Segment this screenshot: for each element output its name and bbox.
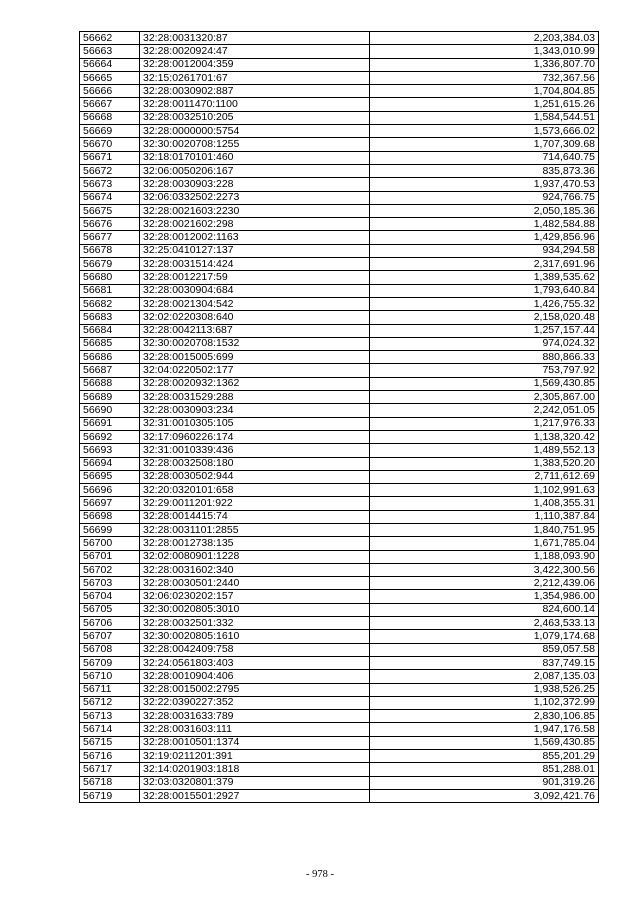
value-cell: 2,463,533.13 (370, 617, 599, 630)
row-number-cell: 56709 (80, 656, 140, 669)
value-cell: 1,704,804.85 (370, 85, 599, 98)
row-number-cell: 56713 (80, 710, 140, 723)
row-number-cell: 56684 (80, 324, 140, 337)
cadastral-number-cell: 32:29:0011201:922 (140, 497, 370, 510)
cadastral-number-cell: 32:28:0031603:111 (140, 723, 370, 736)
value-cell: 934,294.58 (370, 244, 599, 257)
value-cell: 1,251,615.26 (370, 98, 599, 111)
table-row (80, 324, 599, 337)
table-row (80, 58, 599, 71)
cadastral-number-cell: 32:30:0020708:1255 (140, 138, 370, 151)
row-number-cell: 56699 (80, 523, 140, 536)
value-cell: 1,217,976.33 (370, 417, 599, 430)
row-number-cell: 56674 (80, 191, 140, 204)
value-cell: 1,110,387.84 (370, 510, 599, 523)
row-number-cell: 56669 (80, 125, 140, 138)
value-cell: 1,671,785.04 (370, 537, 599, 550)
cadastral-number-cell: 32:18:0170101:460 (140, 151, 370, 164)
row-number-cell: 56704 (80, 590, 140, 603)
cadastral-number-cell: 32:24:0561803:403 (140, 656, 370, 669)
cadastral-number-cell: 32:28:0012002:1163 (140, 231, 370, 244)
row-number-cell: 56683 (80, 311, 140, 324)
row-number-cell: 56677 (80, 231, 140, 244)
table-row (80, 337, 599, 350)
table-row (80, 111, 599, 124)
value-cell: 1,389,535.62 (370, 271, 599, 284)
table-row (80, 550, 599, 563)
cadastral-number-cell: 32:28:0010501:1374 (140, 736, 370, 749)
value-cell: 1,569,430.85 (370, 377, 599, 390)
table-row (80, 417, 599, 430)
value-cell: 1,102,991.63 (370, 484, 599, 497)
table-row (80, 683, 599, 696)
table-row (80, 284, 599, 297)
row-number-cell: 56688 (80, 377, 140, 390)
cadastral-number-cell: 32:30:0020805:3010 (140, 603, 370, 616)
table-row (80, 85, 599, 98)
table-row (80, 204, 599, 217)
row-number-cell: 56695 (80, 470, 140, 483)
row-number-cell: 56690 (80, 404, 140, 417)
row-number-cell: 56680 (80, 271, 140, 284)
table-row (80, 523, 599, 536)
cadastral-number-cell: 32:30:0020805:1610 (140, 630, 370, 643)
value-cell: 2,203,384.03 (370, 32, 599, 45)
table-row (80, 244, 599, 257)
cadastral-number-cell: 32:28:0031101:2855 (140, 523, 370, 536)
value-cell: 2,158,020.48 (370, 311, 599, 324)
table-row (80, 577, 599, 590)
value-cell: 880,866.33 (370, 351, 599, 364)
cadastral-number-cell: 32:28:0000000:5754 (140, 125, 370, 138)
cadastral-number-cell: 32:31:0010339:436 (140, 444, 370, 457)
table-row (80, 776, 599, 789)
row-number-cell: 56711 (80, 683, 140, 696)
cadastral-number-cell: 32:28:0012738:135 (140, 537, 370, 550)
row-number-cell: 56668 (80, 111, 140, 124)
row-number-cell: 56676 (80, 218, 140, 231)
table-row (80, 670, 599, 683)
cadastral-number-cell: 32:28:0021602:298 (140, 218, 370, 231)
value-cell: 1,426,755.32 (370, 297, 599, 310)
table-row (80, 71, 599, 84)
value-cell: 1,383,520.20 (370, 457, 599, 470)
cadastral-number-cell: 32:28:0015501:2927 (140, 789, 370, 802)
value-cell: 1,408,355.31 (370, 497, 599, 510)
table-row (80, 271, 599, 284)
table-row (80, 736, 599, 749)
value-cell: 2,305,867.00 (370, 391, 599, 404)
row-number-cell: 56702 (80, 563, 140, 576)
cadastral-number-cell: 32:28:0011470:1100 (140, 98, 370, 111)
value-cell: 1,429,856.96 (370, 231, 599, 244)
cadastral-number-cell: 32:03:0320801:379 (140, 776, 370, 789)
table-row (80, 430, 599, 443)
page-number: - 978 - (306, 869, 334, 880)
cadastral-number-cell: 32:28:0030904:684 (140, 284, 370, 297)
table-row (80, 364, 599, 377)
row-number-cell: 56696 (80, 484, 140, 497)
value-cell: 1,343,010.99 (370, 45, 599, 58)
value-cell: 1,482,584.88 (370, 218, 599, 231)
value-cell: 837,749.15 (370, 656, 599, 669)
cadastral-number-cell: 32:28:0030903:228 (140, 178, 370, 191)
table-row (80, 563, 599, 576)
row-number-cell: 56693 (80, 444, 140, 457)
table-row (80, 723, 599, 736)
table-row (80, 763, 599, 776)
cadastral-number-cell: 32:20:0320101:658 (140, 484, 370, 497)
value-cell: 3,092,421.76 (370, 789, 599, 802)
value-cell: 1,336,807.70 (370, 58, 599, 71)
row-number-cell: 56671 (80, 151, 140, 164)
cadastral-number-cell: 32:28:0032508:180 (140, 457, 370, 470)
table-row (80, 125, 599, 138)
cadastral-number-cell: 32:28:0030501:2440 (140, 577, 370, 590)
value-cell: 1,938,526.25 (370, 683, 599, 696)
row-number-cell: 56673 (80, 178, 140, 191)
row-number-cell: 56672 (80, 164, 140, 177)
value-cell: 835,873.36 (370, 164, 599, 177)
row-number-cell: 56698 (80, 510, 140, 523)
table-row (80, 603, 599, 616)
cadastral-number-cell: 32:17:0960226:174 (140, 430, 370, 443)
value-cell: 2,317,691.96 (370, 258, 599, 271)
cadastral-number-cell: 32:28:0031529:288 (140, 391, 370, 404)
table-row (80, 484, 599, 497)
table-row (80, 470, 599, 483)
row-number-cell: 56710 (80, 670, 140, 683)
row-number-cell: 56716 (80, 750, 140, 763)
table-row (80, 45, 599, 58)
row-number-cell: 56682 (80, 297, 140, 310)
value-cell: 1,840,751.95 (370, 523, 599, 536)
cadastral-number-cell: 32:28:0042113:687 (140, 324, 370, 337)
row-number-cell: 56697 (80, 497, 140, 510)
row-number-cell: 56662 (80, 32, 140, 45)
cadastral-number-cell: 32:28:0010904:406 (140, 670, 370, 683)
table-row (80, 617, 599, 630)
cadastral-number-cell: 32:31:0010305:105 (140, 417, 370, 430)
value-cell: 1,102,372.99 (370, 696, 599, 709)
value-cell: 732,367.56 (370, 71, 599, 84)
table-row (80, 138, 599, 151)
table-row (80, 696, 599, 709)
table-row (80, 231, 599, 244)
value-cell: 1,707,309.68 (370, 138, 599, 151)
value-cell: 851,288.01 (370, 763, 599, 776)
row-number-cell: 56664 (80, 58, 140, 71)
table-row (80, 750, 599, 763)
row-number-cell: 56718 (80, 776, 140, 789)
row-number-cell: 56692 (80, 430, 140, 443)
table-row (80, 164, 599, 177)
row-number-cell: 56706 (80, 617, 140, 630)
row-number-cell: 56665 (80, 71, 140, 84)
cadastral-number-cell: 32:25:0410127:137 (140, 244, 370, 257)
cadastral-number-cell: 32:14:0201903:1818 (140, 763, 370, 776)
cadastral-number-cell: 32:19:0211201:391 (140, 750, 370, 763)
table-row (80, 444, 599, 457)
row-number-cell: 56687 (80, 364, 140, 377)
table-row (80, 590, 599, 603)
value-cell: 1,257,157.44 (370, 324, 599, 337)
value-cell: 924,766.75 (370, 191, 599, 204)
table-body (80, 32, 599, 803)
value-cell: 1,947,176.58 (370, 723, 599, 736)
value-cell: 753,797.92 (370, 364, 599, 377)
row-number-cell: 56705 (80, 603, 140, 616)
table-row (80, 710, 599, 723)
row-number-cell: 56689 (80, 391, 140, 404)
value-cell: 2,711,612.69 (370, 470, 599, 483)
table-row (80, 258, 599, 271)
cadastral-number-cell: 32:22:0390227:352 (140, 696, 370, 709)
row-number-cell: 56714 (80, 723, 140, 736)
value-cell: 1,584,544.51 (370, 111, 599, 124)
row-number-cell: 56700 (80, 537, 140, 550)
row-number-cell: 56707 (80, 630, 140, 643)
row-number-cell: 56715 (80, 736, 140, 749)
row-number-cell: 56717 (80, 763, 140, 776)
row-number-cell: 56685 (80, 337, 140, 350)
cadastral-number-cell: 32:06:0332502:2273 (140, 191, 370, 204)
row-number-cell: 56670 (80, 138, 140, 151)
row-number-cell: 56679 (80, 258, 140, 271)
table-row (80, 630, 599, 643)
table-row (80, 510, 599, 523)
cadastral-number-cell: 32:28:0042409:758 (140, 643, 370, 656)
cadastral-number-cell: 32:02:0080901:1228 (140, 550, 370, 563)
table-row (80, 297, 599, 310)
row-number-cell: 56701 (80, 550, 140, 563)
row-number-cell: 56686 (80, 351, 140, 364)
table-row (80, 151, 599, 164)
value-cell: 1,188,093.90 (370, 550, 599, 563)
cadastral-number-cell: 32:28:0030903:234 (140, 404, 370, 417)
value-cell: 1,354,986.00 (370, 590, 599, 603)
table-row (80, 656, 599, 669)
table-row (80, 351, 599, 364)
value-cell: 1,573,666.02 (370, 125, 599, 138)
value-cell: 1,079,174.68 (370, 630, 599, 643)
cadastral-number-cell: 32:28:0020932:1362 (140, 377, 370, 390)
value-cell: 1,937,470.53 (370, 178, 599, 191)
table-row (80, 218, 599, 231)
table-row (80, 789, 599, 802)
value-cell: 2,050,185.36 (370, 204, 599, 217)
value-cell: 1,793,640.84 (370, 284, 599, 297)
table-row (80, 643, 599, 656)
table-row (80, 404, 599, 417)
cadastral-number-cell: 32:28:0020924:47 (140, 45, 370, 58)
cadastral-number-cell: 32:15:0261701:67 (140, 71, 370, 84)
cadastral-number-cell: 32:04:0220502:177 (140, 364, 370, 377)
row-number-cell: 56675 (80, 204, 140, 217)
value-cell: 2,087,135.03 (370, 670, 599, 683)
table-row (80, 98, 599, 111)
cadastral-number-cell: 32:28:0021304:542 (140, 297, 370, 310)
cadastral-number-cell: 32:28:0032501:332 (140, 617, 370, 630)
cadastral-number-cell: 32:28:0012004:359 (140, 58, 370, 71)
row-number-cell: 56708 (80, 643, 140, 656)
cadastral-number-cell: 32:28:0031320:87 (140, 32, 370, 45)
value-cell: 2,242,051.05 (370, 404, 599, 417)
cadastral-number-cell: 32:30:0020708:1532 (140, 337, 370, 350)
cadastral-value-table (79, 31, 599, 803)
cadastral-number-cell: 32:28:0021603:2230 (140, 204, 370, 217)
value-cell: 3,422,300.56 (370, 563, 599, 576)
value-cell: 859,057.58 (370, 643, 599, 656)
table-row (80, 178, 599, 191)
value-cell: 714,640.75 (370, 151, 599, 164)
value-cell: 1,138,320.42 (370, 430, 599, 443)
row-number-cell: 56694 (80, 457, 140, 470)
value-cell: 2,830,106.85 (370, 710, 599, 723)
table-row (80, 457, 599, 470)
table-row (80, 391, 599, 404)
row-number-cell: 56703 (80, 577, 140, 590)
cadastral-number-cell: 32:28:0012217:59 (140, 271, 370, 284)
table-row (80, 191, 599, 204)
row-number-cell: 56666 (80, 85, 140, 98)
row-number-cell: 56678 (80, 244, 140, 257)
cadastral-number-cell: 32:28:0031602:340 (140, 563, 370, 576)
cadastral-number-cell: 32:06:0050206:167 (140, 164, 370, 177)
cadastral-number-cell: 32:28:0030502:944 (140, 470, 370, 483)
value-cell: 974,024.32 (370, 337, 599, 350)
cadastral-number-cell: 32:28:0015002:2795 (140, 683, 370, 696)
cadastral-number-cell: 32:06:0230202:157 (140, 590, 370, 603)
cadastral-number-cell: 32:28:0032510:205 (140, 111, 370, 124)
row-number-cell: 56663 (80, 45, 140, 58)
table-row (80, 32, 599, 45)
value-cell: 855,201.29 (370, 750, 599, 763)
row-number-cell: 56681 (80, 284, 140, 297)
row-number-cell: 56712 (80, 696, 140, 709)
row-number-cell: 56719 (80, 789, 140, 802)
cadastral-number-cell: 32:28:0031514:424 (140, 258, 370, 271)
cadastral-number-cell: 32:02:0220308:640 (140, 311, 370, 324)
value-cell: 1,489,552.13 (370, 444, 599, 457)
value-cell: 1,569,430.85 (370, 736, 599, 749)
value-cell: 901,319.26 (370, 776, 599, 789)
row-number-cell: 56691 (80, 417, 140, 430)
cadastral-number-cell: 32:28:0030902:887 (140, 85, 370, 98)
row-number-cell: 56667 (80, 98, 140, 111)
cadastral-number-cell: 32:28:0031633:789 (140, 710, 370, 723)
cadastral-number-cell: 32:28:0014415:74 (140, 510, 370, 523)
cadastral-number-cell: 32:28:0015005:699 (140, 351, 370, 364)
table-row (80, 537, 599, 550)
table-row (80, 311, 599, 324)
table-row (80, 497, 599, 510)
table-row (80, 377, 599, 390)
value-cell: 2,212,439.06 (370, 577, 599, 590)
value-cell: 824,600.14 (370, 603, 599, 616)
